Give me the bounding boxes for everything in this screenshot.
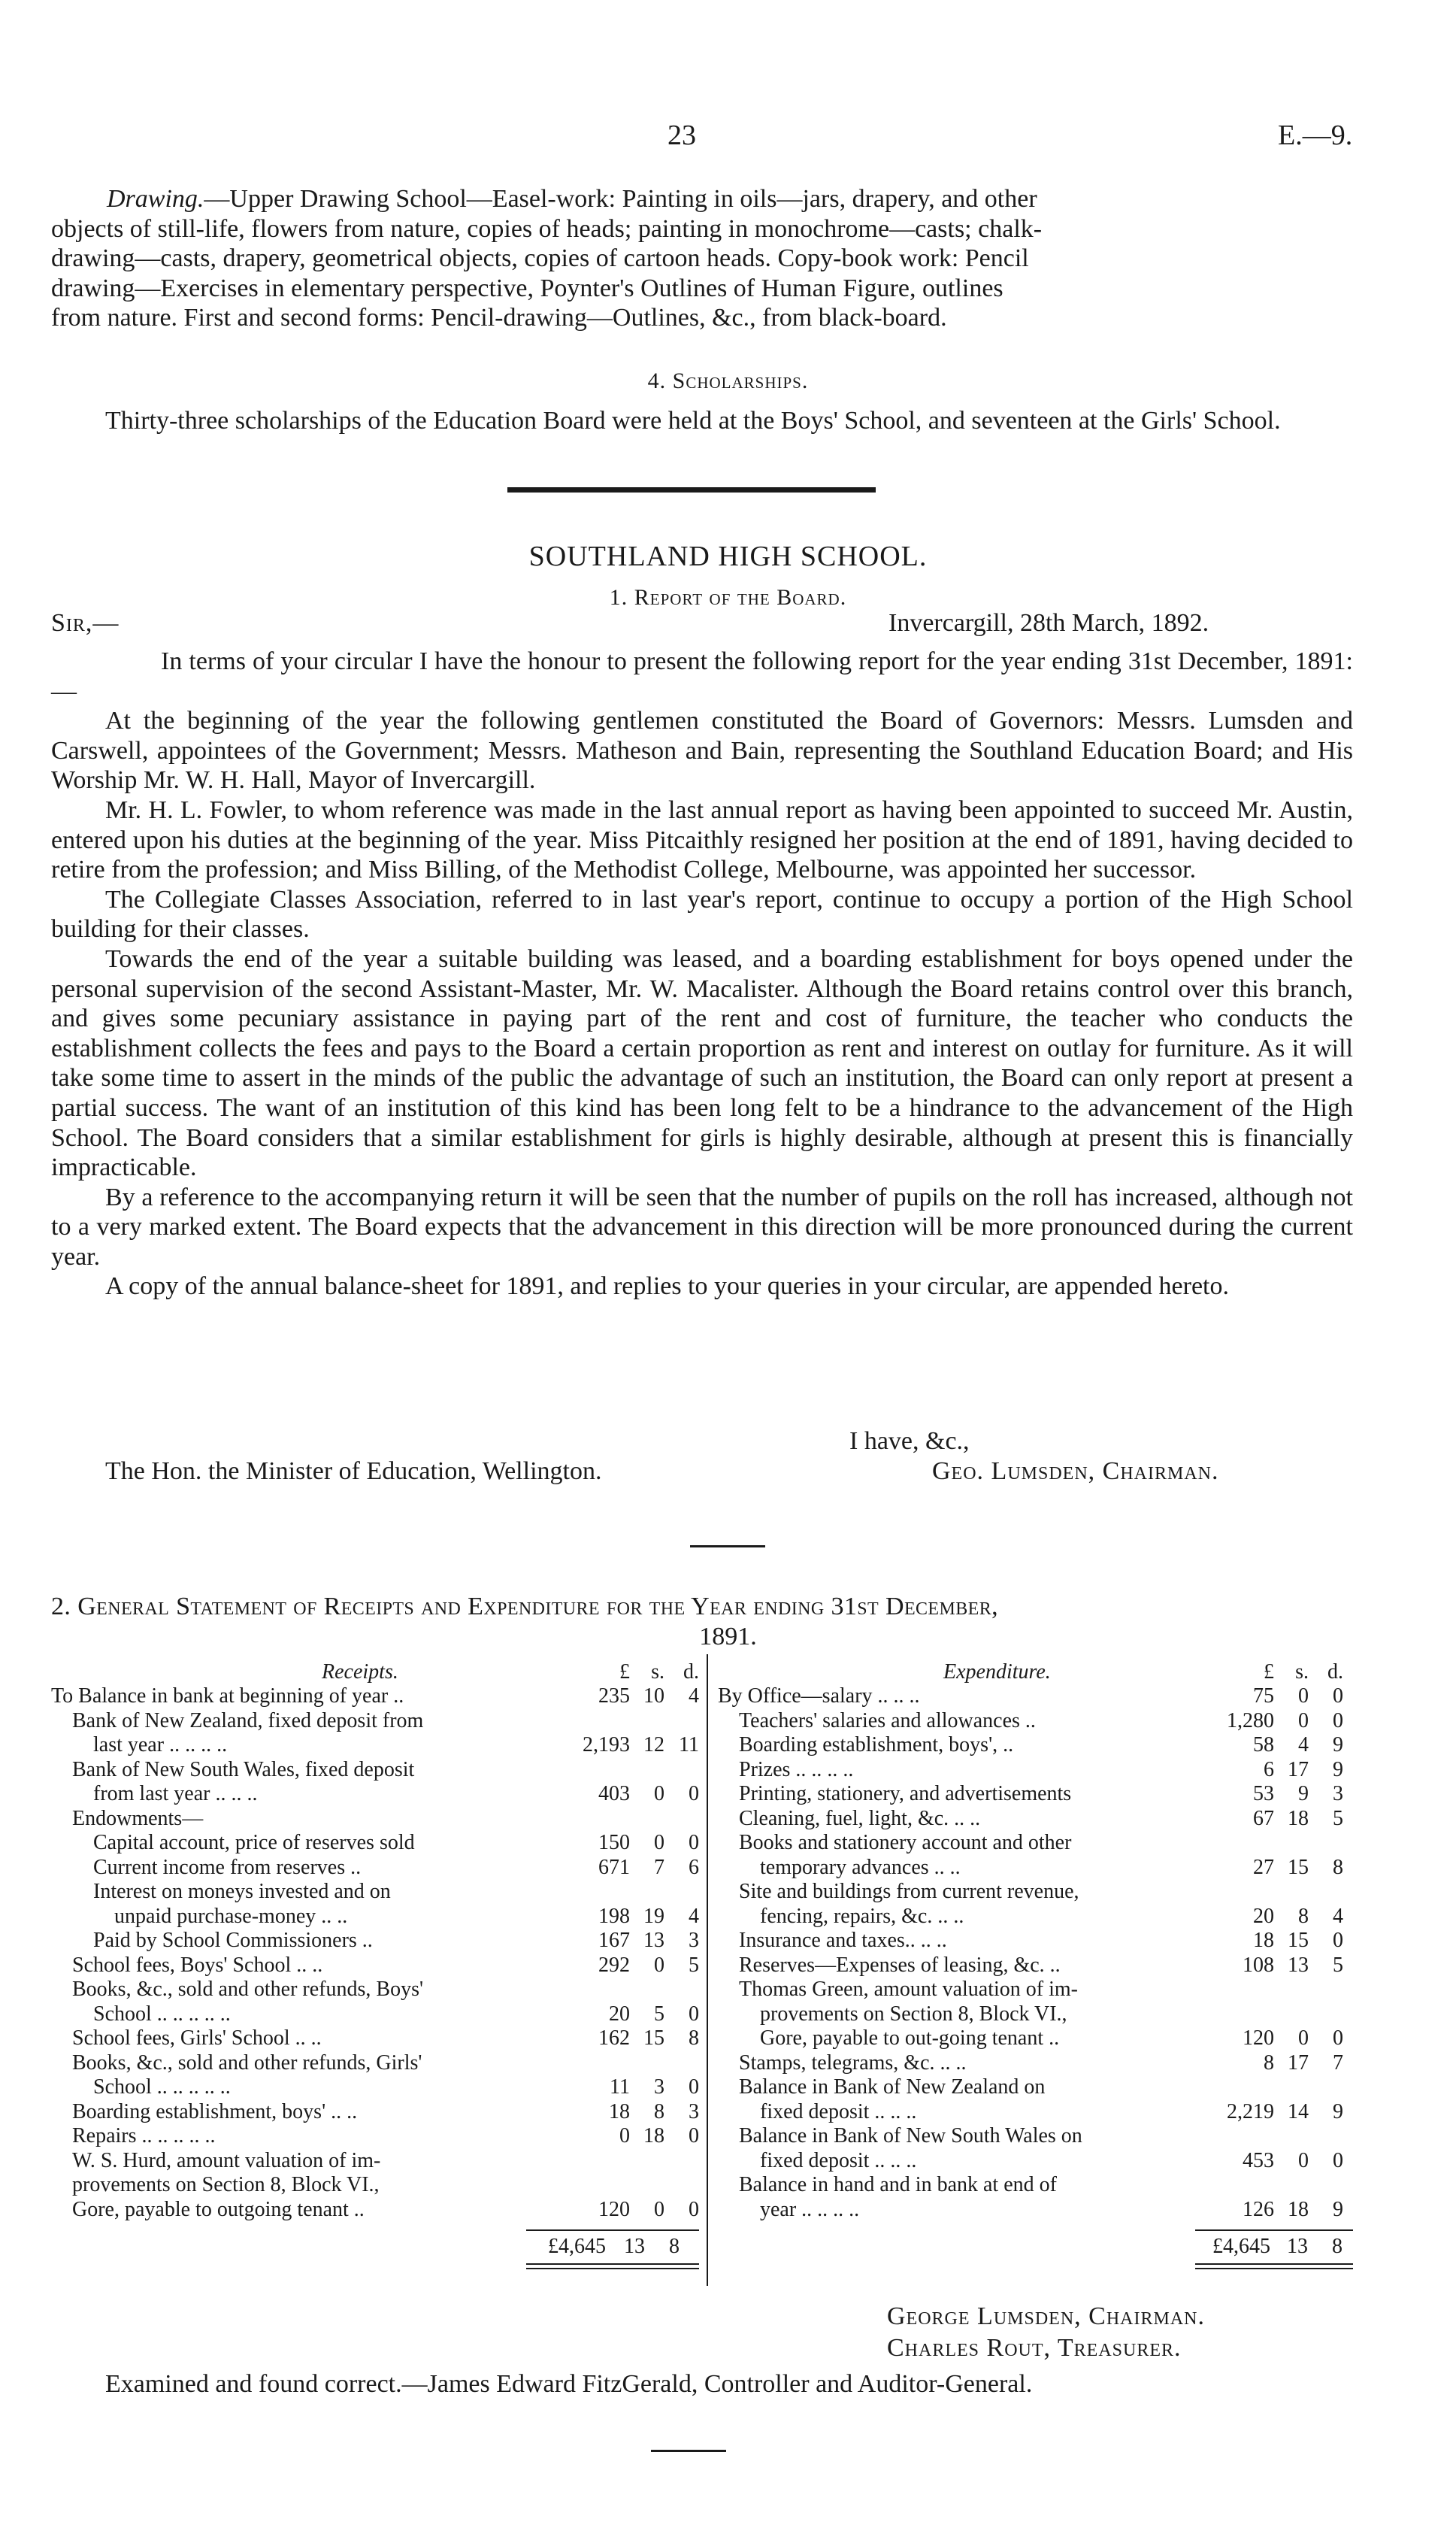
account-description: Current income from reserves ..	[93, 1855, 362, 1879]
account-row	[718, 1758, 1353, 1783]
account-description: Books and stationery account and other	[739, 1831, 1072, 1854]
account-row	[718, 1905, 1353, 1929]
amount-pounds: 403	[598, 1782, 630, 1805]
report-paragraph: The Collegiate Classes Association, referred to in last year's report, continue to occupy a portion of the High School building for their classes.	[51, 885, 1353, 944]
report-body	[51, 647, 1353, 1302]
account-description: Prizes .. .. .. ..	[739, 1757, 854, 1781]
treasurer-signature: George Lumsden, Chairman.	[887, 2302, 1206, 2330]
account-row	[718, 2026, 1353, 2051]
expenditure-total-rule	[1195, 2263, 1353, 2265]
account-description: School fees, Boys' School .. ..	[72, 1953, 323, 1977]
account-description: School .. .. .. .. ..	[93, 2075, 231, 2099]
report-heading: 1. Report of the Board.	[609, 585, 847, 610]
drawing-line: drawing—casts, drapery, geometrical objects, copies of cartoon heads. Copy-book work: Pencil	[51, 244, 1029, 273]
total-pounds: £4,645	[548, 2235, 606, 2258]
amount-shillings: 3	[654, 2075, 664, 2099]
shilling-header: s.	[651, 1660, 664, 1684]
expenditure-header	[718, 1660, 1353, 1683]
account-description: Books, &c., sold and other refunds, Boys'	[72, 1978, 424, 2001]
amount-shillings: 0	[1298, 2148, 1309, 2172]
report-paragraph: In terms of your circular I have the honour to present the following report for the year ending 31st December, 1891:—	[51, 647, 1353, 705]
amount-pounds: 198	[598, 1904, 630, 1928]
account-description: Capital account, price of reserves sold	[93, 1831, 415, 1854]
account-description: Thomas Green, amount valuation of im-	[739, 1978, 1078, 2001]
amount-pence: 5	[689, 1953, 699, 1977]
amount-pence: 8	[1333, 1855, 1343, 1879]
drawing-line: from nature. First and second forms: Pencil-drawing—Outlines, &c., from black-board.	[51, 304, 947, 332]
amount-pence: 4	[689, 1904, 699, 1928]
amount-pence: 0	[1333, 2148, 1343, 2172]
amount-shillings: 18	[1288, 2197, 1309, 2221]
amount-pounds: 453	[1243, 2148, 1274, 2172]
account-row	[718, 1684, 1353, 1709]
account-row	[718, 1831, 1353, 1856]
account-description: W. S. Hurd, amount valuation of im-	[72, 2148, 381, 2172]
statement-heading-year: 1891.	[699, 1623, 757, 1650]
amount-pence: 0	[689, 1831, 699, 1854]
receipts-total-rule	[526, 2268, 699, 2269]
account-row	[51, 1684, 702, 1709]
amount-pounds: 108	[1243, 1953, 1274, 1977]
receipts-total-rule	[526, 2263, 699, 2265]
amount-pounds: 1,280	[1227, 1708, 1274, 1732]
expenditure-total	[1195, 2235, 1353, 2260]
amount-shillings: 7	[654, 1855, 664, 1879]
account-row	[718, 1978, 1353, 2002]
amount-pence: 11	[679, 1733, 699, 1756]
pound-header: £	[619, 1660, 630, 1684]
account-description: Stamps, telegrams, &c. .. ..	[739, 2050, 967, 2075]
account-description: Teachers' salaries and allowances ..	[739, 1708, 1036, 1732]
auditor-note: Examined and found correct.—James Edward FitzGerald, Controller and Auditor-General.	[105, 2370, 1033, 2398]
drawing-section	[51, 184, 1353, 333]
receipts-list	[51, 1684, 702, 2222]
receipts-header	[51, 1660, 702, 1683]
section-divider	[690, 1545, 765, 1547]
amount-shillings: 13	[643, 1929, 664, 1952]
account-row	[51, 1733, 702, 1758]
account-row	[51, 2100, 702, 2125]
amount-pence: 9	[1333, 1733, 1343, 1756]
account-row	[718, 1953, 1353, 1978]
account-row	[718, 2100, 1353, 2125]
account-description: provements on Section 8, Block VI.,	[760, 2002, 1067, 2026]
account-row	[51, 1880, 702, 1905]
account-row	[51, 1978, 702, 2002]
amount-pounds: 126	[1243, 2197, 1274, 2221]
receipts-total	[526, 2235, 699, 2260]
account-row	[51, 2124, 702, 2149]
expenditure-list	[718, 1684, 1353, 2222]
pence-header: d.	[1327, 1660, 1343, 1684]
expenditure-total-rule	[1195, 2229, 1353, 2231]
amount-pence: 0	[689, 1782, 699, 1805]
account-description: unpaid purchase-money .. ..	[114, 1904, 348, 1928]
closing: I have, &c.,	[849, 1427, 970, 1455]
amount-pence: 0	[1333, 1708, 1343, 1732]
account-row	[718, 1880, 1353, 1905]
account-description: Cleaning, fuel, light, &c. .. ..	[739, 1806, 981, 1830]
account-description: Gore, payable to out-going tenant ..	[760, 2026, 1060, 2050]
statement-heading: 2. General Statement of Receipts and Expenditure for the Year ending 31st December,	[51, 1593, 999, 1620]
total-shillings: 13	[624, 2235, 645, 2258]
series-code: E.—9.	[1278, 120, 1353, 151]
amount-pounds: 2,219	[1227, 2099, 1274, 2123]
amount-pence: 0	[689, 2002, 699, 2026]
account-row	[51, 2026, 702, 2051]
account-description: Boarding establishment, boys', ..	[739, 1733, 1014, 1756]
total-shillings: 13	[1287, 2235, 1308, 2258]
amount-pence: 5	[1333, 1953, 1343, 1977]
place-date: Invercargill, 28th March, 1892.	[888, 609, 1209, 637]
account-description: Interest on moneys invested and on	[93, 1880, 391, 1903]
amount-pounds: 671	[598, 1855, 630, 1879]
amount-pounds: 120	[598, 2197, 630, 2221]
amount-shillings: 0	[654, 1782, 664, 1805]
pound-header: £	[1264, 1660, 1274, 1684]
amount-pounds: 18	[609, 2099, 630, 2123]
account-row	[51, 2198, 702, 2223]
shilling-header: s.	[1295, 1660, 1309, 1684]
account-description: Balance in Bank of New South Wales on	[739, 2124, 1082, 2147]
total-pence: 8	[1332, 2235, 1342, 2258]
account-description: Gore, payable to outgoing tenant ..	[72, 2197, 365, 2221]
account-row	[718, 2051, 1353, 2076]
account-row	[51, 1953, 702, 1978]
account-row	[718, 2173, 1353, 2198]
drawing-line	[51, 184, 1353, 214]
amount-pence: 3	[1333, 1782, 1343, 1805]
account-description: Reserves—Expenses of leasing, &c. ..	[739, 1953, 1061, 1977]
drawing-term: Drawing.	[107, 185, 204, 213]
account-row	[51, 2173, 702, 2198]
account-description: Printing, stationery, and advertisements	[739, 1782, 1072, 1805]
amount-shillings: 12	[643, 1733, 664, 1756]
amount-shillings: 19	[643, 1904, 664, 1928]
amount-pounds: 20	[1253, 1904, 1274, 1928]
account-description: fixed deposit .. .. ..	[760, 2148, 917, 2172]
account-row	[51, 1905, 702, 1929]
total-pounds: £4,645	[1212, 2235, 1270, 2258]
account-row	[718, 1733, 1353, 1758]
amount-pence: 4	[1333, 1904, 1343, 1928]
amount-pence: 0	[689, 2124, 699, 2147]
account-row	[718, 1807, 1353, 1832]
amount-pence: 8	[689, 2026, 699, 2050]
account-description: School .. .. .. .. ..	[93, 2002, 231, 2026]
amount-pounds: 2,193	[583, 1733, 630, 1756]
account-row	[51, 1758, 702, 1783]
amount-pence: 0	[1333, 1929, 1343, 1952]
amount-pounds: 162	[598, 2026, 630, 2050]
amount-pounds: 20	[609, 2002, 630, 2026]
salutation: Sir,—	[51, 609, 120, 637]
account-row	[51, 1831, 702, 1856]
account-description: Books, &c., sold and other refunds, Girls'	[72, 2050, 422, 2075]
amount-pounds: 53	[1253, 1782, 1274, 1805]
drawing-line: drawing—Exercises in elementary perspective, Poynter's Outlines of Human Figure, outlines	[51, 274, 1003, 302]
drawing-line-1-rest: —Upper Drawing School—Easel-work: Painting in oils—jars, drapery, and other	[204, 185, 1037, 213]
amount-shillings: 9	[1298, 1782, 1309, 1805]
receipts-title: Receipts.	[322, 1660, 398, 1684]
amount-pence: 3	[689, 2099, 699, 2123]
amount-pounds: 8	[1264, 2050, 1274, 2075]
column-divider	[707, 1654, 708, 2286]
account-row	[51, 2002, 702, 2027]
account-description: Balance in Bank of New Zealand on	[739, 2075, 1046, 2099]
amount-pounds: 150	[598, 1831, 630, 1854]
amount-shillings: 8	[654, 2099, 664, 2123]
amount-shillings: 0	[1298, 1684, 1309, 1708]
account-row	[718, 1856, 1353, 1881]
report-paragraph: At the beginning of the year the following gentlemen constituted the Board of Governors: Messrs. Lumsden and Carswell, appointees of the Government; Messrs. Matheson and Bain, representing the Southland Education Board; and His Worship Mr. W. H. Hall, Mayor of Invercargill.	[51, 707, 1353, 795]
amount-pounds: 167	[598, 1929, 630, 1952]
amount-shillings: 0	[1298, 1708, 1309, 1732]
section-divider	[651, 2450, 726, 2452]
account-description: Repairs .. .. .. .. ..	[72, 2124, 216, 2147]
account-row	[51, 1709, 702, 1734]
scholarships-heading: 4. Scholarships.	[647, 368, 809, 393]
amount-pounds: 11	[610, 2075, 630, 2099]
scholarships-text: Thirty-three scholarships of the Education Board were held at the Boys' School, and seventeen at the Girls' School.	[105, 407, 1281, 435]
account-row	[51, 1929, 702, 1953]
amount-pence: 0	[689, 2075, 699, 2099]
report-paragraph: Mr. H. L. Fowler, to whom reference was made in the last annual report as having been appointed to succeed Mr. Austin, entered upon his duties at the beginning of the year. Miss Pitcaithly resigned her position at the end of 1891, having decided to retire from the profession; and Miss Billing, of the Methodist College, Melbourne, was appointed her successor.	[51, 796, 1353, 884]
drawing-line: objects of still-life, flowers from nature, copies of heads; painting in monochrome—casts; chalk-	[51, 214, 1043, 243]
account-row	[718, 1929, 1353, 1953]
account-row	[51, 1856, 702, 1881]
account-row	[51, 2149, 702, 2174]
report-paragraph: A copy of the annual balance-sheet for 1891, and replies to your queries in your circular, are appended hereto.	[105, 1272, 1230, 1301]
account-description: By Office—salary .. .. ..	[718, 1684, 920, 1708]
account-row	[718, 1782, 1353, 1807]
amount-pence: 0	[1333, 2026, 1343, 2050]
amount-pounds: 120	[1243, 2026, 1274, 2050]
account-row	[51, 1782, 702, 1807]
amount-shillings: 0	[654, 1831, 664, 1854]
account-description: Endowments—	[72, 1806, 204, 1830]
report-paragraph: Towards the end of the year a suitable building was leased, and a boarding establishment for boys opened under the personal supervision of the second Assistant-Master, Mr. W. Macalister. Although the Board retains control over this branch, and gives some pecuniary assistance in paying part of the rent and cost of furniture, the teacher who conducts the establishment collects the fees and pays to the Board a certain proportion as rent and interest on outlay for furniture. As it will take some time to assert in the minds of the public the advantage of such an institution, the Board can only report at present a partial success. The want of an institution of this kind has been long felt to be a hindrance to the advancement of the High School. The Board considers that a similar establishment for girls is highly desirable, although at present this is financially impracticable.	[51, 944, 1353, 1182]
amount-shillings: 15	[1288, 1929, 1309, 1952]
amount-pence: 3	[689, 1929, 699, 1952]
addressee: The Hon. the Minister of Education, Wellington.	[105, 1457, 602, 1485]
account-row	[51, 2075, 702, 2100]
report-paragraph: By a reference to the accompanying return it will be seen that the number of pupils on the roll has increased, although not to a very marked extent. The Board expects that the advancement in this direction will be more pronounced during the current year.	[51, 1183, 1353, 1271]
amount-pounds: 18	[1253, 1929, 1274, 1952]
account-description: School fees, Girls' School .. ..	[72, 2026, 322, 2050]
account-description: temporary advances .. ..	[760, 1855, 961, 1879]
account-description: Balance in hand and in bank at end of	[739, 2173, 1057, 2196]
account-description: Insurance and taxes.. .. ..	[739, 1929, 947, 1952]
amount-shillings: 8	[1298, 1904, 1309, 1928]
account-description: Paid by School Commissioners ..	[93, 1929, 373, 1952]
account-row	[51, 1807, 702, 1832]
account-row	[718, 2149, 1353, 2174]
account-description: Bank of New South Wales, fixed deposit	[72, 1757, 415, 1781]
amount-pence: 4	[689, 1684, 699, 1708]
pence-header: d.	[683, 1660, 699, 1684]
account-row	[718, 2198, 1353, 2223]
amount-pence: 5	[1333, 1806, 1343, 1830]
account-row	[51, 2051, 702, 2076]
amount-pence: 9	[1333, 1757, 1343, 1781]
expenditure-title: Expenditure.	[943, 1660, 1051, 1684]
amount-shillings: 10	[643, 1684, 664, 1708]
amount-pence: 0	[1333, 1684, 1343, 1708]
amount-pence: 7	[1333, 2050, 1343, 2075]
amount-shillings: 13	[1288, 1953, 1309, 1977]
section-divider	[507, 487, 876, 493]
amount-pounds: 58	[1253, 1733, 1274, 1756]
expenditure-total-rule	[1195, 2268, 1353, 2269]
amount-pounds: 0	[619, 2124, 630, 2147]
amount-shillings: 0	[654, 2197, 664, 2221]
section-title: SOUTHLAND HIGH SCHOOL.	[528, 541, 928, 572]
amount-pounds: 292	[598, 1953, 630, 1977]
amount-shillings: 15	[643, 2026, 664, 2050]
total-pence: 8	[669, 2235, 680, 2258]
account-row	[718, 1709, 1353, 1734]
amount-pounds: 27	[1253, 1855, 1274, 1879]
amount-shillings: 0	[1298, 2026, 1309, 2050]
amount-shillings: 18	[1288, 1806, 1309, 1830]
amount-shillings: 4	[1298, 1733, 1309, 1756]
account-description: fixed deposit .. .. ..	[760, 2099, 917, 2123]
account-description: To Balance in bank at beginning of year ..	[51, 1684, 404, 1708]
page-number: 23	[667, 120, 696, 151]
amount-shillings: 14	[1288, 2099, 1309, 2123]
account-description: Boarding establishment, boys' .. ..	[72, 2099, 358, 2123]
account-row	[718, 2002, 1353, 2027]
account-description: Bank of New Zealand, fixed deposit from	[72, 1708, 424, 1732]
account-row	[718, 2124, 1353, 2149]
amount-pence: 9	[1333, 2197, 1343, 2221]
account-description: Site and buildings from current revenue,	[739, 1880, 1079, 1903]
account-description: year .. .. .. ..	[760, 2197, 860, 2221]
amount-pounds: 67	[1253, 1806, 1274, 1830]
amount-shillings: 0	[654, 1953, 664, 1977]
amount-shillings: 17	[1288, 1757, 1309, 1781]
amount-pence: 6	[689, 1855, 699, 1879]
treasurer-signature: Charles Rout, Treasurer.	[887, 2334, 1182, 2362]
amount-shillings: 5	[654, 2002, 664, 2026]
account-description: last year .. .. .. ..	[93, 1733, 228, 1756]
amount-pence: 0	[689, 2197, 699, 2221]
amount-shillings: 18	[643, 2124, 664, 2147]
amount-shillings: 15	[1288, 1855, 1309, 1879]
account-description: provements on Section 8, Block VI.,	[72, 2173, 380, 2196]
amount-pounds: 75	[1253, 1684, 1274, 1708]
account-description: fencing, repairs, &c. .. ..	[760, 1904, 964, 1928]
amount-pounds: 235	[598, 1684, 630, 1708]
amount-pounds: 6	[1264, 1757, 1274, 1781]
amount-pence: 9	[1333, 2099, 1343, 2123]
amount-shillings: 17	[1288, 2050, 1309, 2075]
account-row	[718, 2075, 1353, 2100]
account-description: from last year .. .. ..	[93, 1782, 258, 1805]
receipts-total-rule	[526, 2229, 699, 2231]
signatory: Geo. Lumsden, Chairman.	[932, 1457, 1219, 1485]
